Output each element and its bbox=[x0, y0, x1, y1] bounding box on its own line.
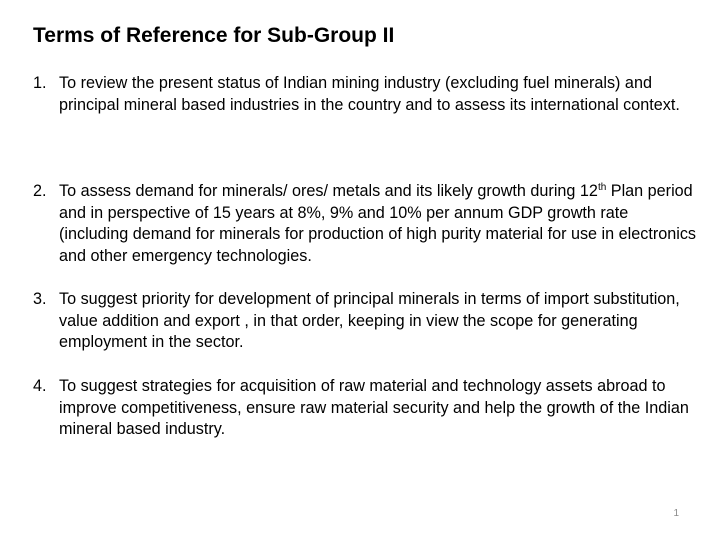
item-text bbox=[59, 181, 698, 267]
item-text: To suggest strategies for acquisition of raw material and technology assets abroad to improve competitiveness, ensure raw material security and help the growth of the Indian mineral based industry. bbox=[59, 377, 689, 438]
slide-title: Terms of Reference for Sub-Group II bbox=[33, 24, 395, 47]
item-text: To review the present status of Indian mining industry (excluding fuel minerals) and principal mineral based industries in the country and to assess its international context. bbox=[59, 74, 680, 114]
page-number: 1 bbox=[673, 508, 679, 519]
ordinal-superscript: th bbox=[597, 182, 607, 193]
item-text-before: To assess demand for minerals/ ores/ metals and its likely growth during 12 bbox=[59, 182, 598, 200]
terms-list-item-1 bbox=[33, 73, 698, 116]
item-number: 2. bbox=[33, 182, 47, 200]
item-number: 4. bbox=[33, 377, 47, 395]
item-text: To suggest priority for development of principal minerals in terms of import substitution, value addition and export , in that order, keeping in view the scope for generating employment in the sector. bbox=[59, 290, 680, 351]
item-number: 3. bbox=[33, 290, 47, 308]
item-text-after: Plan period and in perspective of 15 years at 8%, 9% and 10% per annum GDP growth rate (including demand for minerals for production of high purity material for use in electronics and other emergency technologies. bbox=[59, 182, 697, 265]
terms-list-item-2 bbox=[33, 181, 698, 267]
item-number: 1. bbox=[33, 74, 47, 92]
terms-list-item-4 bbox=[33, 376, 698, 441]
terms-list-item-3 bbox=[33, 289, 698, 354]
